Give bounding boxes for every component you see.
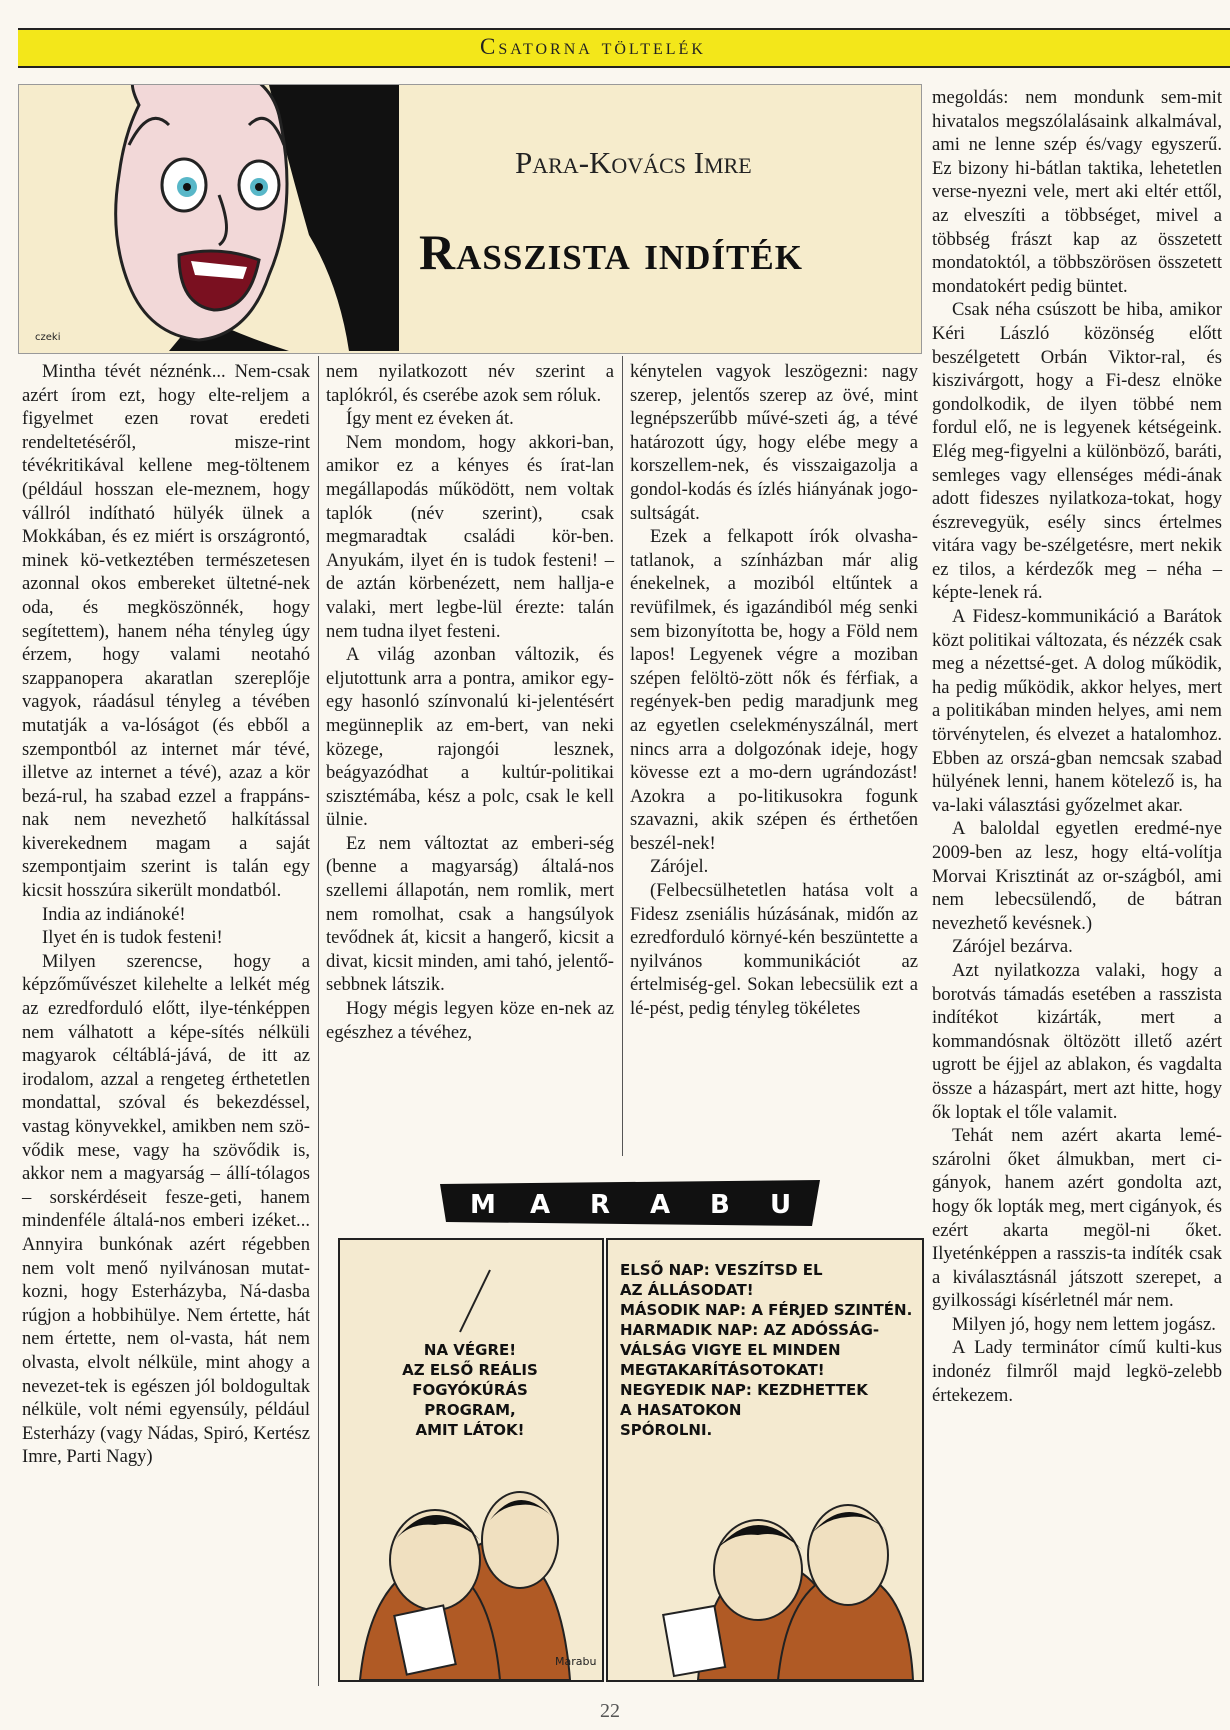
article-paragraph: Ez nem változtat az emberi-ség (benne a magyarság) általá-nos szellemi állapotán, nem romlik, mert nem romolhat, csak a hangsúlyok tevődnek át, kicsit a hangerő, kicsit a divat, kicsit minden, ami tahó, jelentő-sebbnek látszik.: [326, 832, 614, 996]
comic-signature: Marabu: [555, 1655, 597, 1668]
article-paragraph: Csak néha csúszott be hiba, amikor Kéri László közönség előtt beszélgetett Orbán Viktor-ral, és kiszivárgott, hogy a Fi-desz elnöke gondolkodik, de ilyen többé nem fordul elő, ne is legyenek kétségeink. Elég meg-figyelni a különböző, baráti, semleges vagy ellenséges médi-ának adott fideszes nyilatkoza-tokat, hogy észrevegyük, esély sincs értelmes vitára vagy be-szélgetésre, mert nekik ez tilos, a kérdezők meg – néha – képte-lenek rá.: [932, 299, 1222, 604]
page-number: 22: [600, 1700, 620, 1722]
comic-text-line: AMIT LÁTOK!: [415, 1421, 525, 1439]
comic-title-letter: U: [770, 1190, 792, 1220]
article-paragraph: (Felbecsülhetetlen hatása volt a Fidesz zseniális húzásának, midőn az ezredforduló környé-kén beszüntette a nyilvános kommunikációt az értelmiség-gel. Sokan lebecsülik ezt a lé-pést, pedig tényleg tökéletes: [630, 880, 918, 1020]
article-title: Rasszista indíték: [419, 224, 803, 280]
comic-text-line: PROGRAM,: [424, 1401, 516, 1419]
section-header-bar: [18, 28, 1230, 68]
comic-title-letter: A: [650, 1190, 671, 1220]
comic-text-line: NEGYEDIK NAP: KEZDHETTEK: [620, 1381, 868, 1399]
article-paragraph: Ilyet én is tudok festeni!: [42, 927, 223, 949]
article-paragraph: Így ment ez éveken át.: [346, 408, 514, 430]
comic-text-line: HARMADIK NAP: AZ ADÓSSÁG-: [620, 1321, 880, 1339]
caricature-illustration: [19, 85, 399, 351]
article-column-3: [630, 360, 918, 1021]
comic-text-line: FOGYÓKÚRÁS: [412, 1381, 528, 1399]
comic-title-letter: B: [710, 1190, 730, 1220]
article-paragraph: Zárójel.: [650, 856, 709, 878]
article-paragraph: Azt nyilatkozza valaki, hogy a borotvás támadás esetében a rasszista indítékot kizárták, mert a kommandósnak öltözött illető azért ugrott be éjjel az ablakon, és vagdalta össze a házaspárt, mert azt hitte, hogy ők loptak el tőle valamit.: [932, 959, 1222, 1123]
article-paragraph: megoldás: nem mondunk sem-mit hivatalos megszólalásaink alkalmával, ami ne lenne szép és/vagy egyszerű. Ez bizony hi-bátlan taktika, lehetetlen verse-nyezni vele, mert aki eltér ettől, az elveszíti a többséget, mivel a többség frászt kap az összetett mondatoktól, a többszörösen összetett mondatokért pedig büntet.: [932, 87, 1222, 297]
comic-characters-1: [340, 1240, 602, 1680]
article-hero: [18, 84, 922, 354]
comic-characters-2: [608, 1240, 922, 1680]
article-paragraph: nem nyilatkozott név szerint a taplókról, és cserébe azok sem róluk.: [326, 361, 614, 406]
article-paragraph: Tehát nem azért akarta lemé-szárolni őket álmukban, mert ci-gányok, hanem azért gondolta azt, hogy ők lopták meg, mert cigányok, és ezért akarta megöl-ni őket. Ilyeténképpen a rasszis-ta indíték csak a kiválasztásnál játszott szerepet, a gyilkossági kísérletnél már nem.: [932, 1125, 1222, 1312]
article-column-4: [932, 86, 1222, 1407]
comic-text-line: MEGTAKARÍTÁSOTOKAT!: [620, 1361, 825, 1379]
comic-panel-2: [606, 1238, 924, 1682]
comic-text-line: AZ ÁLLÁSODAT!: [620, 1281, 754, 1299]
comic-panel-1: [338, 1238, 604, 1682]
article-paragraph: A Lady terminátor című kulti-kus indonéz filmről majd legkö-zelebb értekezem.: [932, 1337, 1222, 1406]
comic-text-line: A HASATOKON: [620, 1401, 742, 1419]
comic-text-line: NA VÉGRE!: [423, 1341, 517, 1359]
article-paragraph: Zárójel bezárva.: [952, 936, 1073, 958]
comic-text-line: ELSŐ NAP: VESZÍTSD EL: [620, 1261, 823, 1279]
article-paragraph: Hogy mégis legyen köze en-nek az egészhez a tévéhez,: [326, 998, 614, 1043]
article-paragraph: Nem mondom, hogy akkori-ban, amikor ez a kényes és írat-lan megállapodás működött, nem voltak taplók (név szerint), csak megmaradtak családi kör-ben. Anyukám, ilyet én is tudok festeni! – de aztán körbenézett, nem hallja-e valaki, mert legbe-lül érezte: talán nem tudna ilyet festeni.: [326, 431, 614, 642]
comic-text-line: MÁSODIK NAP: A FÉRJED SZINTÉN.: [620, 1301, 913, 1319]
comic-title-banner: [440, 1180, 820, 1226]
comic-text-line: VÁLSÁG VIGYE EL MINDEN: [620, 1341, 841, 1359]
comic-text-line: AZ ELSŐ REÁLIS: [402, 1361, 538, 1379]
article-column-2: [326, 360, 614, 1044]
article-paragraph: kénytelen vagyok leszögezni: nagy szerep, jelentős szerep az övé, mint legnépszerűbb művé-szeti ág, a tévé határozott úgy, hogy elébe megy a korszellem-nek, és visszaigazolja a gondol-kodás és ízlés hiányának jogo-sultságát.: [630, 361, 918, 524]
column-divider: [622, 356, 623, 1156]
article-paragraph: Mintha tévét néznénk... Nem-csak azért írom ezt, hogy elte-reljem a figyelmet ezen rovat eredeti rendeltetéséről, misze-rint tévékritikával kellene meg-töltenem (például hosszan ele-meznem, hogy vállról indítható hülyék ülnek a Mokkában, és ez miért is országrontó, minek kö-vetkeztében természetesen azonnal okos embereket ültetné-nek oda, és megköszönnék, hogy segítettem), hanem néha tényleg úgy érzem, hogy valami neotahó szappanopera akaratlan szereplője vagyok, ráadásul tényleg a tévében mutatják a va-lóságot (és ebből a szempontból az internet már tévé, illetve az internet a tévé), azaz a kör bezá-rul, ha szabad ezzel a frappáns-nak nem nevezhető halkítással kiverekednem magam a saját szempontjaim szerint is talán egy kicsit hosszúra sikerült mondatból.: [22, 361, 310, 902]
illustrator-signature: czeki: [35, 332, 61, 343]
article-column-1: [22, 360, 310, 1469]
column-divider: [318, 356, 319, 1686]
article-paragraph: A világ azonban változik, és eljutottunk arra a pontra, amikor egy-egy hasonló színvonalú ki-jelentésért megünneplik az em-bert, van neki közege, rajongói lesznek, beágyazódhat a kultúr-politikai szisztémába, kész a polc, csak le kell ülnie.: [326, 644, 614, 831]
section-label: Csatorna töltelék: [480, 34, 706, 59]
article-paragraph: Milyen jó, hogy nem lettem jogász.: [952, 1313, 1216, 1335]
comic-title-letter: R: [590, 1190, 611, 1220]
author-name: Para-Kovács Imre: [515, 145, 752, 180]
article-paragraph: India az indiánoké!: [42, 903, 186, 925]
article-paragraph: A Fidesz-kommunikáció a Barátok közt politikai változata, és nézzék csak meg a nézettsé-get. A dolog működik, ha pedig működik, akkor helyes, mert a politikában minden helyes, ami nem törvénytelen, és elvezet a hatalomhoz. Ebben az orszá-gban nemcsak szabad hülyének lenni, hanem kötelező is, ha va-laki választási győzelmet akar.: [932, 606, 1222, 816]
comic-title-letter: M: [470, 1190, 496, 1220]
comic-text-line: SPÓROLNI.: [620, 1421, 713, 1439]
article-paragraph: A baloldal egyetlen eredmé-nye 2009-ben az lesz, hogy eltá-volítja Morvai Krisztinát az or-szágból, ami nem lebecsülendő, de bátran nevezhető kevésnek.): [932, 818, 1222, 934]
comic-title-letter: A: [530, 1190, 551, 1220]
article-paragraph: Ezek a felkapott írók olvasha-tatlanok, a színházban már alig énekelnek, a moziból eltűntek a revüfilmek, és igazándiból még senki sem bizonyította be, hogy a Föld nem lapos! Legyenek végre a moziban szépen felöltö-zött nők és férfiak, a regények-ben pedig maradjunk meg az egyetlen cselekményszálnál, mert nincs arra a dolgozónak ideje, hogy kövesse ezt a mo-dern ugrándozást! Azokra a po-litikusokra fogunk szavazni, akik szépen és érthetően beszél-nek!: [630, 526, 918, 854]
article-paragraph: Milyen szerencse, hogy a képzőművészet kilehelte a lelkét még az ezredforduló előtt, ilye-ténképpen nem válhatott a képe-sítés nélküli magyarok céltáblá-jává, de itt az irodalom, azzal a rengeteg érthetetlen mondattal, szóval és bekezdéssel, vastag könyvekkel, amikben nem szö-vődik mese, vagy ha szövődik is, akkor nem a magyarság – állí-tólagos – sorskérdéseit fesze-geti, hanem mindenféle általá-nos emberi izéket... Annyira bunkónak azért régebben nem volt menő nyilvánosan mutat-kozni, hogy Esterházyba, Ná-dasba rúgjon a hobbihülye. Nem értette, hát nem értette, nem ol-vasta, hát nem olvasta, elvolt nélküle, mint ahogy a nevezet-tek is egészen jól boldogultak nélküle, volt némi egyensúly, például Esterházy (vagy Nádas, Spiró, Kertész Imre, Parti Nagy): [22, 950, 310, 1468]
